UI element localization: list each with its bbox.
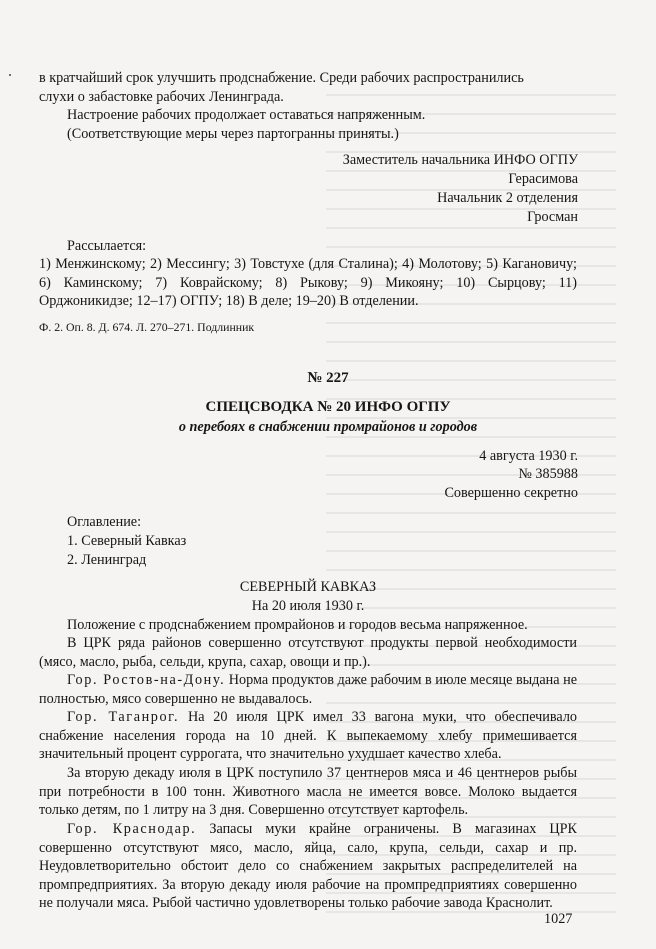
paragraph: За вторую декаду июля в ЦРК поступило 37 центнеров мяса и 46 центнеров рыбы при потребности в 100 тонн. Животного масла не имеется вовсе. Молоко выдается только детям, по 1 литру на 3 дня. Совершенно отсутствует картофель. — [39, 765, 577, 819]
page-number: 1027 — [544, 911, 573, 927]
document-subtitle: о перебоях в снабжении промрайонов и городов — [178, 419, 478, 435]
paragraph — [39, 708, 577, 764]
distribution-list: 1) Менжинскому; 2) Мессингу; 3) Товстухе (для Сталина); 4) Молотову; 5) Кагановичу; 6) Каминскому; 7) Коврайскому; 8) Рыкову; 9) Микояну; 10) Сырцову; 11) Орджоникидзе; 12–17) ОГПУ; 18) В деле; 19–20) В отделении. — [39, 256, 577, 310]
paragraph — [39, 671, 577, 708]
classification-mark: Совершенно секретно — [444, 485, 578, 501]
text-line: Настроение рабочих продолжает оставаться напряженным. — [67, 107, 426, 123]
paragraph-text: Запасы муки крайне ограничены. В магазинах ЦРК совершенно отсутствуют мясо, масло, яйца, сало, крупа, сельди, сахар и пр. Неудовлетворительно обстоит дело со снабжением закрытых распределителей на промпредприятиях. За вторую декаду июля рабочие на промпредприятиях совершенно не получали мяса. Рыбой частично удовлетворены только рабочие завода Краснолит. — [39, 821, 578, 912]
paragraph-text: На 20 июля ЦРК имел 33 вагона муки, что обеспечивало снабжение населения города на 10 дней. К выпекаемому хлебу примешивается значительный процент суррогата, что значительно ухудшает качество хлеба. — [39, 709, 577, 763]
paragraph — [39, 820, 577, 913]
text-line: слухи о забастовке рабочих Ленинграда. — [39, 89, 284, 105]
paragraph: В ЦРК ряда районов совершенно отсутствуют продукты первой необходимости (мясо, масло, рыба, сельди, крупа, сахар, овощи и пр.). — [39, 635, 577, 670]
archive-reference: Ф. 2. Оп. 8. Д. 674. Л. 270–271. Подлинник — [39, 320, 255, 334]
section-heading: СЕВЕРНЫЙ КАВКАЗ — [239, 579, 377, 595]
document-number: № 227 — [307, 370, 349, 386]
signature-name: Гросман — [527, 209, 578, 225]
paragraph: Положение с продснабжением промрайонов и городов весьма напряженное. — [67, 617, 528, 633]
contents-item: 1. Северный Кавказ — [67, 533, 187, 549]
text-line: в кратчайший срок улучшить продснабжение. Среди рабочих распространились — [39, 70, 524, 86]
document-title: СПЕЦСВОДКА № 20 ИНФО ОГПУ — [205, 399, 451, 415]
city-name: Гор. Таганрог. — [67, 709, 180, 725]
signature-title: Начальник 2 отделения — [437, 190, 578, 206]
distribution-heading: Рассылается: — [67, 238, 147, 254]
city-name: Гор. Ростов-на-Дону. — [67, 672, 226, 688]
signature-name: Герасимова — [508, 171, 578, 187]
document-date: 4 августа 1930 г. — [479, 448, 578, 464]
section-date: На 20 июля 1930 г. — [251, 598, 365, 614]
contents-heading: Оглавление: — [67, 514, 142, 530]
scan-speck — [9, 74, 11, 76]
paragraph-text: Норма продуктов даже рабочим в июле месяце выдана не полностью, мясо совершенно не выдавалось. — [39, 672, 578, 707]
document-reg-number: № 385988 — [518, 466, 578, 482]
text-line: (Соответствующие меры через партогранны приняты.) — [67, 126, 399, 142]
city-name: Гор. Краснодар. — [67, 821, 197, 837]
contents-item: 2. Ленинград — [67, 552, 147, 568]
signature-title: Заместитель начальника ИНФО ОГПУ — [342, 152, 578, 168]
